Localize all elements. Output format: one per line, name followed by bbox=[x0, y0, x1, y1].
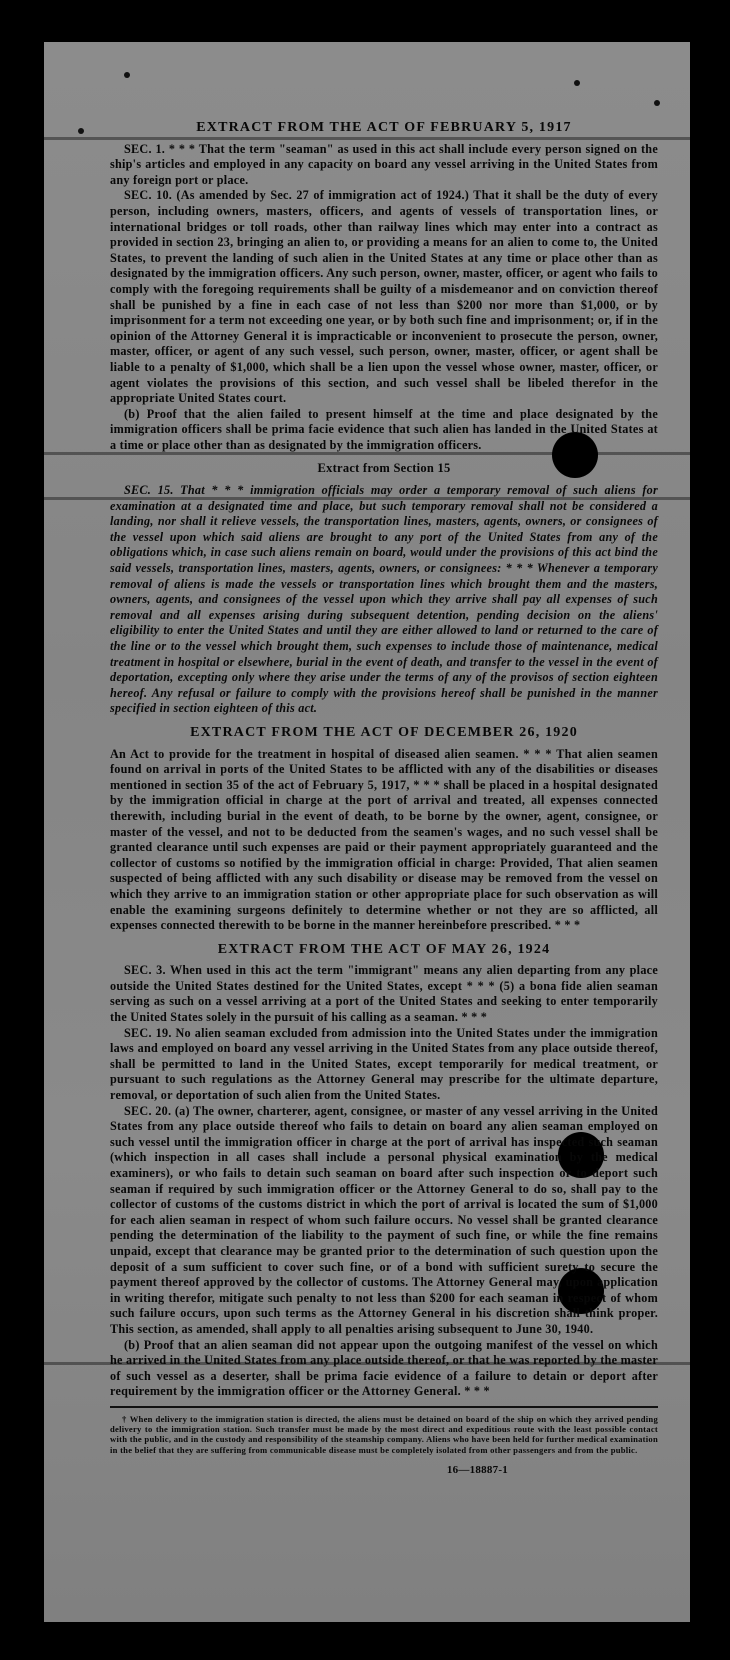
form-number: 16—18887-1 bbox=[446, 1463, 508, 1476]
section-heading-extract-15: Extract from Section 15 bbox=[317, 461, 451, 476]
speck bbox=[574, 80, 580, 86]
paragraph-act-1920: An Act to provide for the treatment in hospital of diseased alien seamen. * * * That alien seamen found on arrival in ports of the United States to be afflicted with any of the disabilities or diseases mentioned in section 35 of the act of February 5, 1917, * * * shall be placed in a hospital designated by the immigration official in charge at the port of arrival and treated, all expenses connected therewith, including burial in the event of death, to be borne by the owner, agent, consignee, or master of the vessel, and not to be deducted from the seamen's wages, and no such vessel shall be granted clearance until such expenses are paid or their payment appropriately guaranteed and the collector of customs so notified by the immigration official in charge: Provided, That alien seamen suspected of being afflicted with any such disability or disease may be removed from the vessel on which they arrive to an immigration station or other appropriate place for such observation as will enable the examining surgeons definitely to determine whether or not they are so afflicted, all expenses connected therewith to be borne in the manner hereinbefore prescribed. * * * bbox=[110, 746, 658, 933]
paragraph-sec-19: SEC. 19. No alien seaman excluded from admission into the United States under the immigration laws and employed on board any vessel arriving in the United States from any place outside thereof, shall be permitted to land in the United States, except temporarily for medical treatment, or pursuant to such regulations as the Attorney General may prescribe for the ultimate departure, removal, or deportation of such alien from the United States. bbox=[110, 1025, 658, 1103]
speck bbox=[124, 72, 130, 78]
section-heading-1924: EXTRACT FROM THE ACT OF MAY 26, 1924 bbox=[217, 941, 551, 957]
paragraph-sec-20-b: (b) Proof that an alien seaman did not appear upon the outgoing manifest of the vessel on which he arrived in the United States from any place outside thereof, or that he was reported by the master of such vessel as a deserter, shall be prima facie evidence of a failure to detain or deport after requirement by the immigration officer or the Attorney General. * * * bbox=[110, 1337, 658, 1399]
paragraph-sec-15: SEC. 15. That * * * immigration officials may order a temporary removal of such aliens for examination at a designated time and place, but such temporary removal shall not be considered a landing, nor shall it relieve vessels, the transportation lines, masters, agents, owners, or consignees of the vessel upon which said aliens are brought to any port of the United States from any of the obligations which, in case such aliens remain on board, would under the provisions of this act bind the said vessels, transportation lines, masters, agents, owners, or consignees: * * * Whenever a temporary removal of aliens is made the vessels or transportation lines which brought them and the masters, owners, agents, and consignees of the vessel upon which they arrive shall pay all expenses of such removal and all expenses arising during subsequent detention, pending decision on the aliens' eligibility to enter the United States and until they are either allowed to land or returned to the care of the line or to the vessel which brought them, such expenses to include those of maintenance, medical treatment in hospital or elsewhere, burial in the event of death, and transfer to the vessel in the event of deportation, excepting only where they arise under the terms of any of the provisos of section eighteen hereof. Any refusal or failure to comply with the provisions hereof shall be punished in the manner specified in section eighteen of this act. bbox=[110, 483, 658, 716]
document-body bbox=[110, 120, 658, 1478]
paragraph-sec-3: SEC. 3. When used in this act the term "immigrant" means any alien departing from any place outside the United States destined for the United States, except * * * (5) a bona fide alien seaman serving as such on a vessel arriving at a port of the United States and seeking to enter temporarily the United States solely in the pursuit of his calling as a seaman. * * * bbox=[110, 963, 658, 1025]
paragraph-sec-20-a: SEC. 20. (a) The owner, charterer, agent, consignee, or master of any vessel arriving in the United States from any place outside thereof who fails to detain on board any alien seaman employed on such vessel until the immigration officer in charge at the port of arrival has inspected such seaman (which inspection in all cases shall include a personal physical examination by the medical examiners), or who fails to detain such seaman on board after such inspection or to deport such seaman if required by such immigration officer or the Attorney General to do so, shall pay to the collector of customs of the customs district in which the port of arrival is located the sum of $1,000 for each alien seaman in respect of whom such failure occurs. No vessel shall be granted clearance pending the determination of the liability to the payment of such fine, or while the fine remains unpaid, except that clearance may be granted prior to the determination of such question upon the deposit of a sum sufficient to cover such fine, or of a bond with sufficient surety to secure the payment thereof approved by the collector of customs. The Attorney General may, upon application in writing therefor, mitigate such penalty to not less than $200 for each seaman in respect of whom such failure occurs, upon such terms as the Attorney General in his discretion shall think proper. This section, as amended, shall apply to all penalties arising subsequent to June 30, 1940. bbox=[110, 1103, 658, 1336]
document-page bbox=[44, 42, 690, 1622]
paragraph-sec-1: SEC. 1. * * * That the term "seaman" as used in this act shall include every person signed on the ship's articles and employed in any capacity on board any vessel arriving in the United States from any foreign port or place. bbox=[110, 141, 658, 187]
section-heading-1920: EXTRACT FROM THE ACT OF DECEMBER 26, 1920 bbox=[190, 724, 578, 740]
footnote: † When delivery to the immigration station is directed, the aliens must be detained on board of the ship on which they arrived pending delivery to the immigration station. Such transfer must be made by the most direct and expeditious route with the least possible contact with the public, and in the custody and responsibility of the steamship company. Aliens who have been held for further medical examination in the belief that they are suffering from communicable disease must be completely isolated from other passengers and from the public. bbox=[110, 1413, 658, 1455]
speck bbox=[654, 100, 660, 106]
speck bbox=[78, 128, 84, 134]
paragraph-sec-10-b: (b) Proof that the alien failed to present himself at the time and place designated by the immigration officers shall be prima facie evidence that such alien has landed in the United States at a time or place other than as designated by the immigration officers. bbox=[110, 406, 658, 452]
section-heading-1917: EXTRACT FROM THE ACT OF FEBRUARY 5, 1917 bbox=[196, 120, 572, 135]
footnote-divider bbox=[110, 1406, 658, 1408]
paragraph-sec-10: SEC. 10. (As amended by Sec. 27 of immigration act of 1924.) That it shall be the duty of every person, including owners, masters, officers, and agents of vessels of transportation lines, or international bridges or toll roads, other than railway lines which may enter into a contract as provided in section 23, bringing an alien to, or providing a means for an alien to come to, the United States, to prevent the landing of such alien in the United States at any time or place other than as designated by the immigration officers. Any such person, owner, master, officer, or agent who fails to comply with the foregoing requirements shall be guilty of a misdemeanor and on conviction thereof shall be punished by a fine in each case of not less than $200 nor more than $1,000, or by imprisonment for a term not exceeding one year, or by both such fine and imprisonment; or, if in the opinion of the Attorney General it is impracticable or inconvenient to prosecute the person, owner, master, officer, or agent of any such vessel, such person, owner, master, officer, or agent shall be liable to a penalty of $1,000, which shall be a lien upon the vessel whose owner, master, officer, or agent violates the provisions of this section, and such vessel shall be libeled therefor in the appropriate United States court. bbox=[110, 188, 658, 406]
